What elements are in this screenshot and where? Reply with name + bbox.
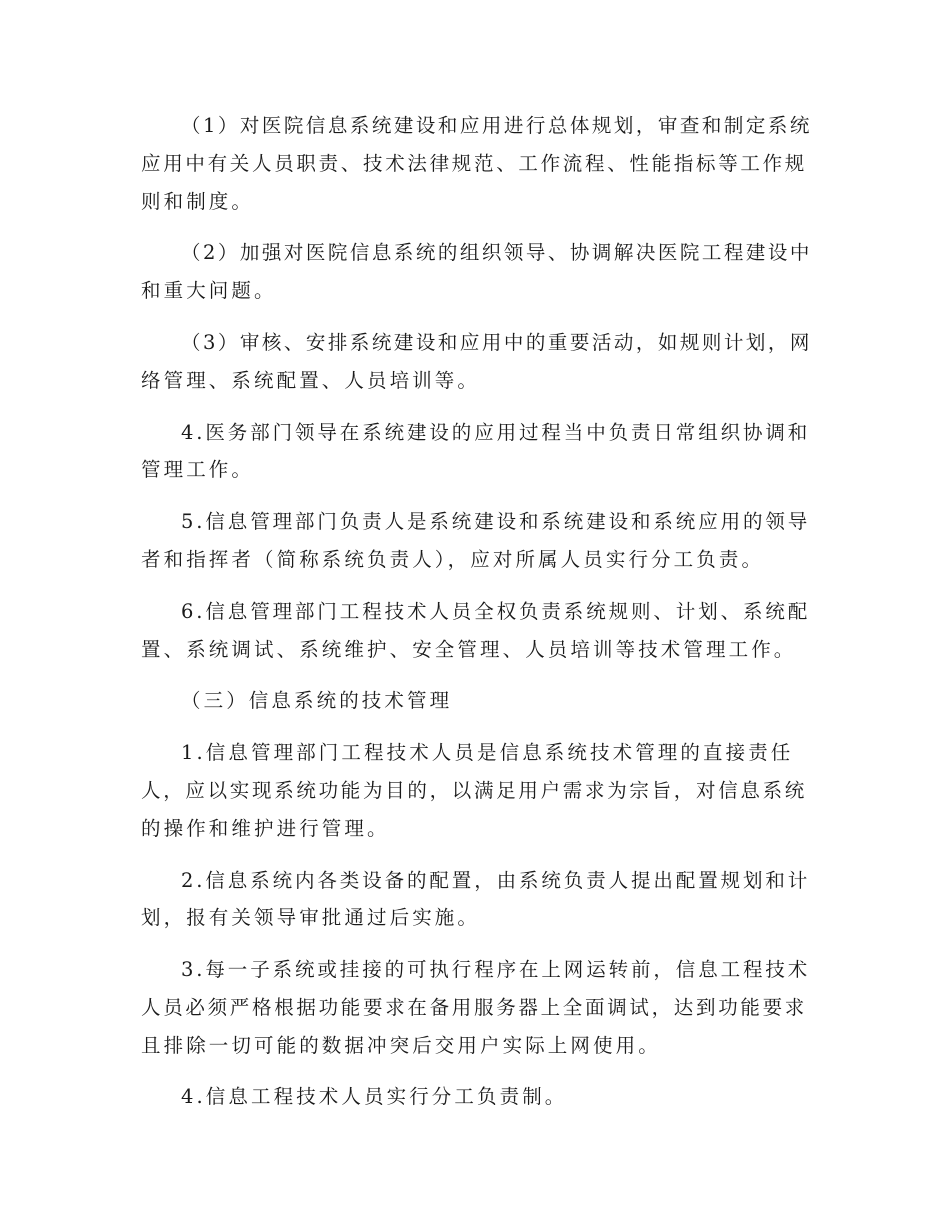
paragraph-10-line-1: 3.每一子系统或挂接的可执行程序在上网运转前，信息工程技术 — [181, 958, 811, 981]
paragraph-6-line-1: 6.信息管理部门工程技术人员全权负责系统规则、计划、系统配 — [181, 600, 811, 623]
paragraph-9-line-2: 划，报有关领导审批通过后实施。 — [141, 906, 481, 929]
paragraph-4-line-2: 管理工作。 — [141, 458, 255, 481]
paragraph-1-line-2: 应用中有关人员职责、技术法律规范、工作流程、性能指标等工作规 — [141, 152, 808, 175]
paragraph-10-line-2: 人员必须严格根据功能要求在备用服务器上全面调试，达到功能要求 — [141, 996, 808, 1019]
paragraph-11-line-1: 4.信息工程技术人员实行分工负责制。 — [181, 1085, 568, 1108]
paragraph-8-line-2: 人，应以实现系统功能为目的，以满足用户需求为宗旨，对信息系统 — [141, 779, 808, 802]
paragraph-5-line-1: 5.信息管理部门负责人是系统建设和系统建设和系统应用的领导 — [181, 510, 811, 533]
paragraph-2-line-2: 和重大问题。 — [141, 279, 277, 302]
paragraph-2-line-1: （2）加强对医院信息系统的组织领导、协调解决医院工程建设中 — [181, 241, 812, 264]
paragraph-8-line-1: 1.信息管理部门工程技术人员是信息系统技术管理的直接责任 — [181, 741, 794, 764]
paragraph-6-line-2: 置、系统调试、系统维护、安全管理、人员培训等技术管理工作。 — [141, 638, 797, 661]
paragraph-1-line-1: （1）对医院信息系统建设和应用进行总体规划，审查和制定系统 — [181, 114, 812, 137]
paragraph-1-line-3: 则和制度。 — [141, 190, 255, 213]
paragraph-4-line-1: 4.医务部门领导在系统建设的应用过程当中负责日常组织协调和 — [181, 421, 811, 444]
paragraph-10-line-3: 且排除一切可能的数据冲突后交用户实际上网使用。 — [141, 1034, 661, 1057]
section-heading: （三）信息系统的技术管理 — [181, 689, 453, 712]
paragraph-3-line-2: 络管理、系统配置、人员培训等。 — [141, 369, 481, 392]
paragraph-9-line-1: 2.信息系统内各类设备的配置，由系统负责人提出配置规划和计 — [181, 869, 811, 892]
paragraph-5-line-2: 者和指挥者（简称系统负责人），应对所属人员实行分工负责。 — [141, 548, 765, 571]
paragraph-8-line-3: 的操作和维护进行管理。 — [141, 817, 390, 840]
paragraph-3-line-1: （3）审核、安排系统建设和应用中的重要活动，如规则计划，网 — [181, 331, 812, 354]
